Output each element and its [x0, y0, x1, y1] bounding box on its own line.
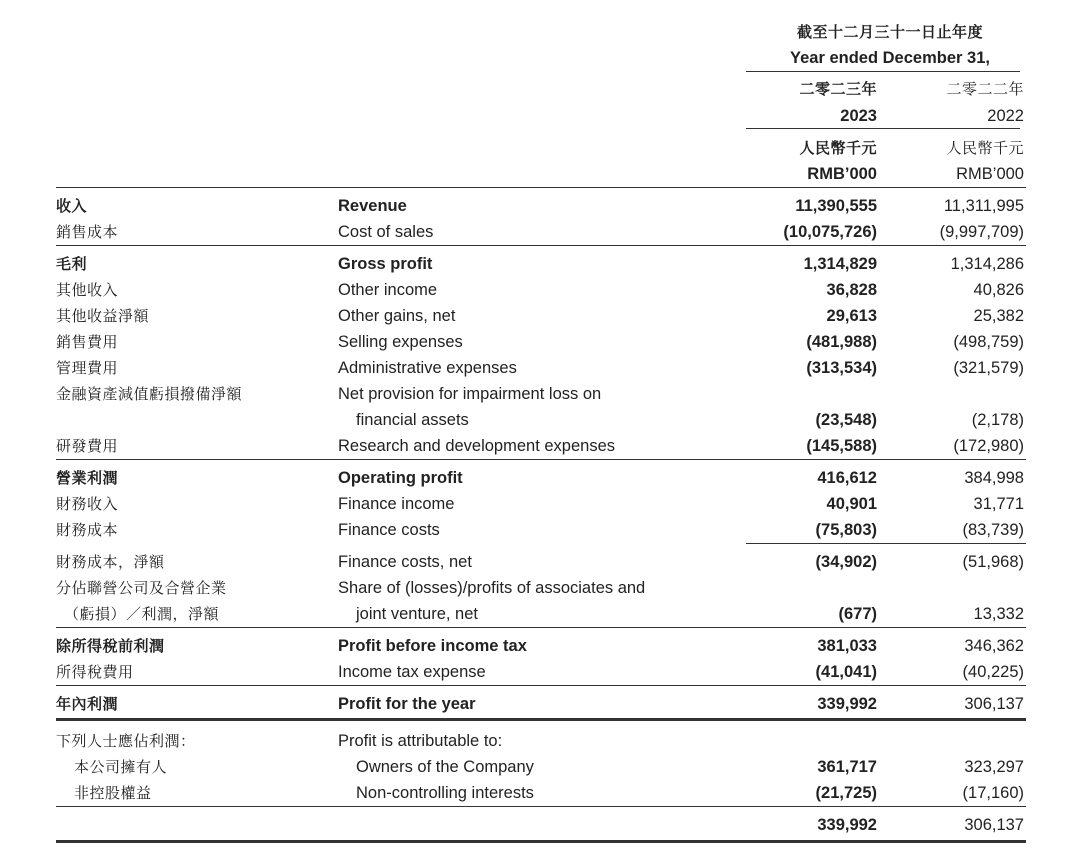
row-label-en: Revenue: [338, 197, 407, 215]
value-2023: 11,390,555: [795, 197, 877, 215]
row-label-zh: 銷售成本: [56, 223, 119, 241]
row-label-zh: 非控股權益: [74, 784, 152, 802]
currency-2023: RMB’000: [807, 165, 877, 183]
value-2023: 1,314,829: [803, 255, 877, 273]
row-label-en: Finance costs, net: [338, 553, 472, 571]
value-2022: 306,137: [964, 695, 1024, 713]
row-label-zh: 其他收益淨額: [56, 307, 150, 325]
row-label-zh: 管理費用: [56, 359, 119, 377]
value-2022: (40,225): [962, 663, 1024, 681]
row-label-zh: 研發費用: [56, 437, 119, 455]
value-2022: 11,311,995: [943, 197, 1024, 215]
value-2023: 36,828: [826, 281, 877, 299]
value-2022: (2,178): [971, 411, 1024, 429]
total-2023: 339,992: [817, 816, 877, 834]
currency-2023-zh: 人民幣千元: [799, 139, 877, 157]
value-2022: 323,297: [964, 758, 1024, 776]
value-2022: 384,998: [964, 469, 1024, 487]
value-2023: (34,902): [815, 553, 877, 571]
subtotal-rule: [56, 245, 1026, 246]
row-label-zh: 財務成本: [56, 521, 119, 539]
total-double-rule: [56, 718, 1026, 721]
value-2023: (23,548): [815, 411, 877, 429]
row-label-en: Research and development expenses: [338, 437, 616, 455]
value-2022: (172,980): [953, 437, 1024, 455]
value-2022: 31,771: [973, 495, 1024, 513]
year-2023-zh: 二零二三年: [799, 80, 877, 98]
value-2022: 25,382: [973, 307, 1024, 325]
value-2023: (145,588): [806, 437, 877, 455]
row-label-en: Income tax expense: [338, 663, 486, 681]
row-label-en: Other gains, net: [338, 307, 456, 325]
header-bottom-rule: [56, 187, 1026, 188]
total-2022: 306,137: [964, 816, 1024, 834]
row-label-en: Finance income: [338, 495, 455, 513]
value-2022: 346,362: [964, 637, 1024, 655]
value-2022: (83,739): [962, 521, 1024, 539]
row-label-zh: 除所得稅前利潤: [56, 637, 165, 655]
row-label-en: Non-controlling interests: [356, 784, 534, 802]
row-label-en: Finance costs: [338, 521, 440, 539]
value-2023: (41,041): [815, 663, 877, 681]
header-rule: [746, 71, 1020, 72]
row-label-zh: 財務成本，淨額: [56, 553, 165, 571]
row-label-en-continued: financial assets: [356, 411, 469, 429]
row-label-zh: 營業利潤: [56, 469, 119, 487]
year-2023: 2023: [840, 107, 877, 125]
row-label-en: Other income: [338, 281, 438, 299]
subtotal-rule: [56, 627, 1026, 628]
value-2023: (677): [838, 605, 877, 623]
value-2023: (481,988): [806, 333, 877, 351]
value-2022: (17,160): [962, 784, 1024, 802]
row-label-en: Selling expenses: [338, 333, 463, 351]
row-label-en: Administrative expenses: [338, 359, 517, 377]
row-label-en: Profit before income tax: [338, 637, 527, 655]
row-label-zh: 下列人士應佔利潤：: [56, 732, 196, 750]
row-label-en: Profit for the year: [338, 695, 476, 713]
subtotal-rule: [56, 685, 1026, 686]
row-label-zh: 金融資產減值虧損撥備淨額: [56, 385, 243, 403]
value-2022: 1,314,286: [950, 255, 1024, 273]
value-2023: (75,803): [815, 521, 877, 539]
year-2022: 2022: [987, 107, 1024, 125]
row-label-en: Net provision for impairment loss on: [338, 385, 602, 403]
final-double-rule: [56, 840, 1026, 843]
value-2023: (10,075,726): [783, 223, 877, 241]
value-2023: (313,534): [806, 359, 877, 377]
subtotal-rule-values: [746, 543, 1026, 544]
period-header-en: Year ended December 31,: [790, 49, 990, 67]
row-label-en-continued: joint venture, net: [356, 605, 478, 623]
value-2023: 416,612: [817, 469, 877, 487]
year-rule: [746, 128, 1020, 129]
row-label-en: Cost of sales: [338, 223, 434, 241]
row-label-zh: 財務收入: [56, 495, 119, 513]
value-2022: (321,579): [953, 359, 1024, 377]
row-label-zh: 其他收入: [56, 281, 119, 299]
currency-2022-zh: 人民幣千元: [946, 139, 1024, 157]
currency-2022: RMB’000: [956, 165, 1024, 183]
row-label-en: Gross profit: [338, 255, 433, 273]
row-label-zh: 本公司擁有人: [74, 758, 168, 776]
period-header-zh: 截至十二月三十一日止年度: [796, 23, 983, 41]
row-label-en: Operating profit: [338, 469, 463, 487]
row-label-en: Share of (losses)/profits of associates and: [338, 579, 646, 597]
subtotal-rule: [56, 806, 1026, 807]
row-label-zh: 銷售費用: [56, 333, 119, 351]
row-label-zh: 收入: [56, 197, 88, 215]
row-label-zh: 分佔聯營公司及合營企業: [56, 579, 227, 597]
row-label-en: Owners of the Company: [356, 758, 534, 776]
value-2023: 361,717: [817, 758, 877, 776]
value-2022: (498,759): [953, 333, 1024, 351]
value-2022: (9,997,709): [939, 223, 1024, 241]
value-2022: 13,332: [973, 605, 1024, 623]
value-2023: 381,033: [817, 637, 877, 655]
value-2022: (51,968): [962, 553, 1024, 571]
row-label-zh: 所得稅費用: [56, 663, 134, 681]
year-2022-zh: 二零二二年: [946, 80, 1024, 98]
row-label-en: Profit is attributable to:: [338, 732, 503, 750]
value-2023: (21,725): [815, 784, 877, 802]
value-2022: 40,826: [973, 281, 1024, 299]
row-label-zh: 年內利潤: [56, 695, 119, 713]
subtotal-rule: [56, 459, 1026, 460]
value-2023: 29,613: [826, 307, 877, 325]
row-label-zh-continued: （虧損）／利潤，淨額: [64, 605, 220, 623]
row-label-zh: 毛利: [56, 255, 88, 273]
value-2023: 40,901: [826, 495, 877, 513]
value-2023: 339,992: [817, 695, 877, 713]
